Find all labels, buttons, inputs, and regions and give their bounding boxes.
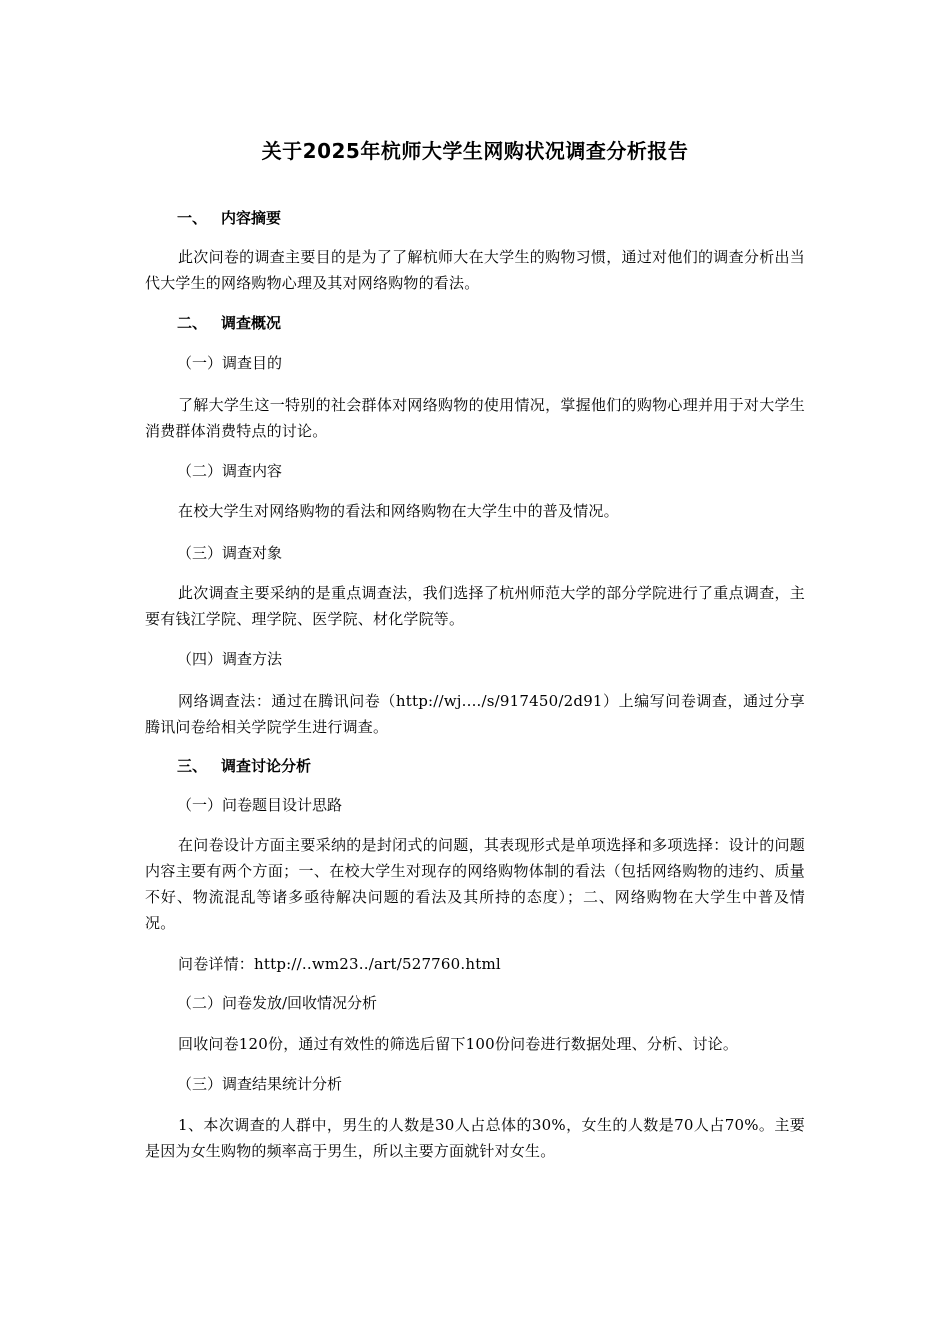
subheading-method: （四）调查方法 [177,650,283,668]
subheading-purpose: （一）调查目的 [177,354,283,372]
purpose-paragraph: 了解大学生这一特别的社会群体对网络购物的使用情况，掌握他们的购物心理并用于对大学生消费群体消费特点的讨论。 [145,396,805,440]
section-heading-analysis [177,755,311,777]
section-number: 一、 [177,209,208,227]
subheading-design: （一）问卷题目设计思路 [177,796,343,814]
document-title: 关于2025年杭师大学生网购状况调查分析报告 [261,139,689,163]
subjects-paragraph: 此次调查主要采纳的是重点调查法，我们选择了杭州师范大学的部分学院进行了重点调查，主要有钱江学院、理学院、医学院、材化学院等。 [145,584,805,628]
section-number: 二、 [177,314,208,332]
subheading-distribution: （二）问卷发放/回收情况分析 [177,994,378,1012]
results-paragraph: 1、本次调查的人群中，男生的人数是30人占总体的30%，女生的人数是70人占70%。主要是因为女生购物的频率高于男生，所以主要方面就针对女生。 [145,1116,805,1160]
design-paragraph: 在问卷设计方面主要采纳的是封闭式的问题，其表现形式是单项选择和多项选择：设计的问题内容主要有两个方面；一、在校大学生对现存的网络购物体制的看法（包括网络购物的违约、质量不好、物流混乱等诸多亟待解决问题的看法及其所持的态度）；二、网络购物在大学生中普及情况。 [145,836,805,932]
distribution-paragraph: 回收问卷120份，通过有效性的筛选后留下100份问卷进行数据处理、分析、讨论。 [178,1035,739,1053]
subheading-subjects: （三）调查对象 [177,544,283,562]
questionnaire-link-paragraph: 问卷详情：http://..wm23../art/527760.html [178,955,501,973]
content-paragraph: 在校大学生对网络购物的看法和网络购物在大学生中的普及情况。 [178,502,619,520]
section-heading-summary [177,207,281,229]
section-title: 内容摘要 [221,209,282,227]
section-heading-overview [177,312,281,334]
subheading-results: （三）调查结果统计分析 [177,1075,343,1093]
summary-paragraph: 此次问卷的调查主要目的是为了了解杭师大在大学生的购物习惯，通过对他们的调查分析出当代大学生的网络购物心理及其对网络购物的看法。 [145,248,805,292]
section-title: 调查讨论分析 [221,757,312,775]
section-number: 三、 [177,757,208,775]
subheading-content: （二）调查内容 [177,462,283,480]
section-title: 调查概况 [221,314,282,332]
method-paragraph: 网络调查法：通过在腾讯问卷（http://wj..../s/917450/2d91）上编写问卷调查，通过分享腾讯问卷给相关学院学生进行调查。 [145,692,805,736]
